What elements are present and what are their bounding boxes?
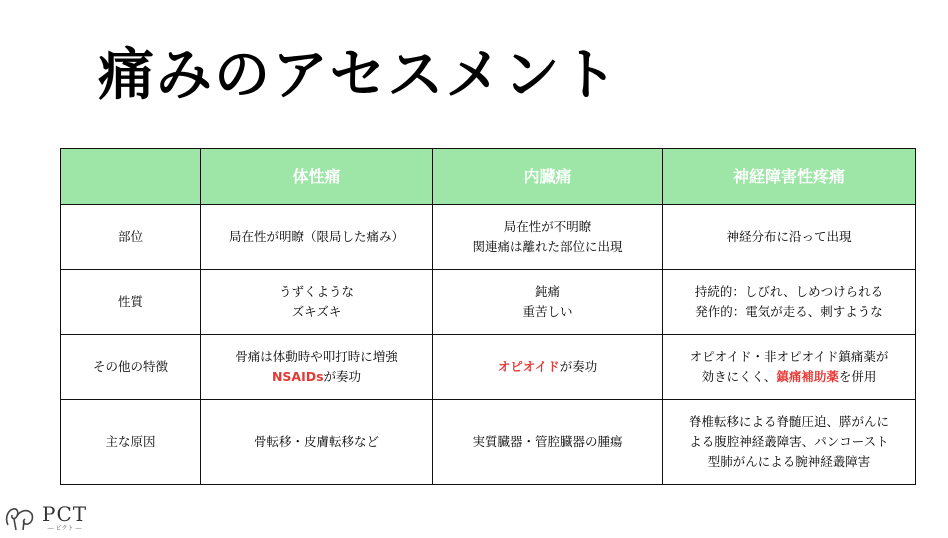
cell-line: 骨痛は体動時や叩打時に増強 [235, 349, 398, 364]
cell-neuropathic [663, 335, 916, 400]
header-somatic-pain: 体性痛 [201, 149, 433, 205]
cell-line: 重苦しい [522, 304, 573, 319]
cell-visceral [433, 335, 663, 400]
row-label: 主な原因 [61, 400, 201, 485]
cell-somatic: 局在性が明瞭（限局した痛み） [201, 205, 433, 270]
cell-visceral [433, 205, 663, 270]
logo-text: PCT [42, 502, 88, 526]
cell-neuropathic [663, 400, 916, 485]
pct-logo [4, 500, 87, 536]
cell-line: 鈍痛 [534, 284, 560, 299]
highlight-text: 鎮痛補助薬 [776, 369, 839, 384]
cell-line: 発作的：電気が走る、刺すような [695, 304, 883, 319]
header-visceral-pain: 内臓痛 [433, 149, 663, 205]
pct-logo-icon [4, 503, 38, 533]
assessment-table [60, 148, 916, 485]
cell-line: オピオイド・非オピオイド鎮痛薬が [689, 349, 889, 364]
cell-line: 脊椎転移による脊髄圧迫、膵がんに [688, 414, 889, 429]
logo-subtext: ― ピクト ― [47, 525, 82, 532]
cell-text: を併用 [838, 369, 877, 384]
cell-visceral: 実質臓器・管腔臓器の腫瘍 [433, 400, 663, 485]
row-label: その他の特徴 [61, 335, 201, 400]
highlight-text: NSAIDs [271, 369, 324, 384]
cell-line [441, 357, 654, 377]
cell-neuropathic [663, 270, 916, 335]
cell-text: 効きにくく、 [701, 369, 777, 384]
cell-text: が奏功 [323, 369, 362, 384]
cell-line: うずくような [278, 284, 354, 299]
table-row [61, 400, 916, 485]
table-row [61, 335, 916, 400]
cell-neuropathic: 神経分布に沿って出現 [663, 205, 916, 270]
cell-line: 関連痛は離れた部位に出現 [472, 239, 623, 254]
table-header-row [61, 149, 916, 205]
cell-text: が奏功 [559, 359, 598, 374]
page-title: 痛みのアセスメント [98, 43, 620, 108]
cell-line: 局在性が不明瞭 [503, 219, 592, 234]
table-row [61, 205, 916, 270]
cell-somatic [201, 270, 433, 335]
cell-somatic: 骨転移・皮膚転移など [201, 400, 433, 485]
cell-visceral [433, 270, 663, 335]
cell-line [671, 367, 907, 387]
row-label: 性質 [61, 270, 201, 335]
cell-line: 持続的：しびれ、しめつけられる [694, 284, 884, 299]
header-empty [61, 149, 201, 205]
cell-line: ズキズキ [291, 304, 342, 319]
cell-line: よる腹腔神経叢障害、パンコースト [689, 434, 889, 449]
table-row [61, 270, 916, 335]
cell-line [209, 367, 424, 387]
header-neuropathic-pain: 神経障害性疼痛 [663, 149, 916, 205]
row-label: 部位 [61, 205, 201, 270]
cell-line: 型肺がんによる腕神経叢障害 [707, 454, 871, 469]
cell-somatic [201, 335, 433, 400]
highlight-text: オピオイド [497, 359, 560, 374]
